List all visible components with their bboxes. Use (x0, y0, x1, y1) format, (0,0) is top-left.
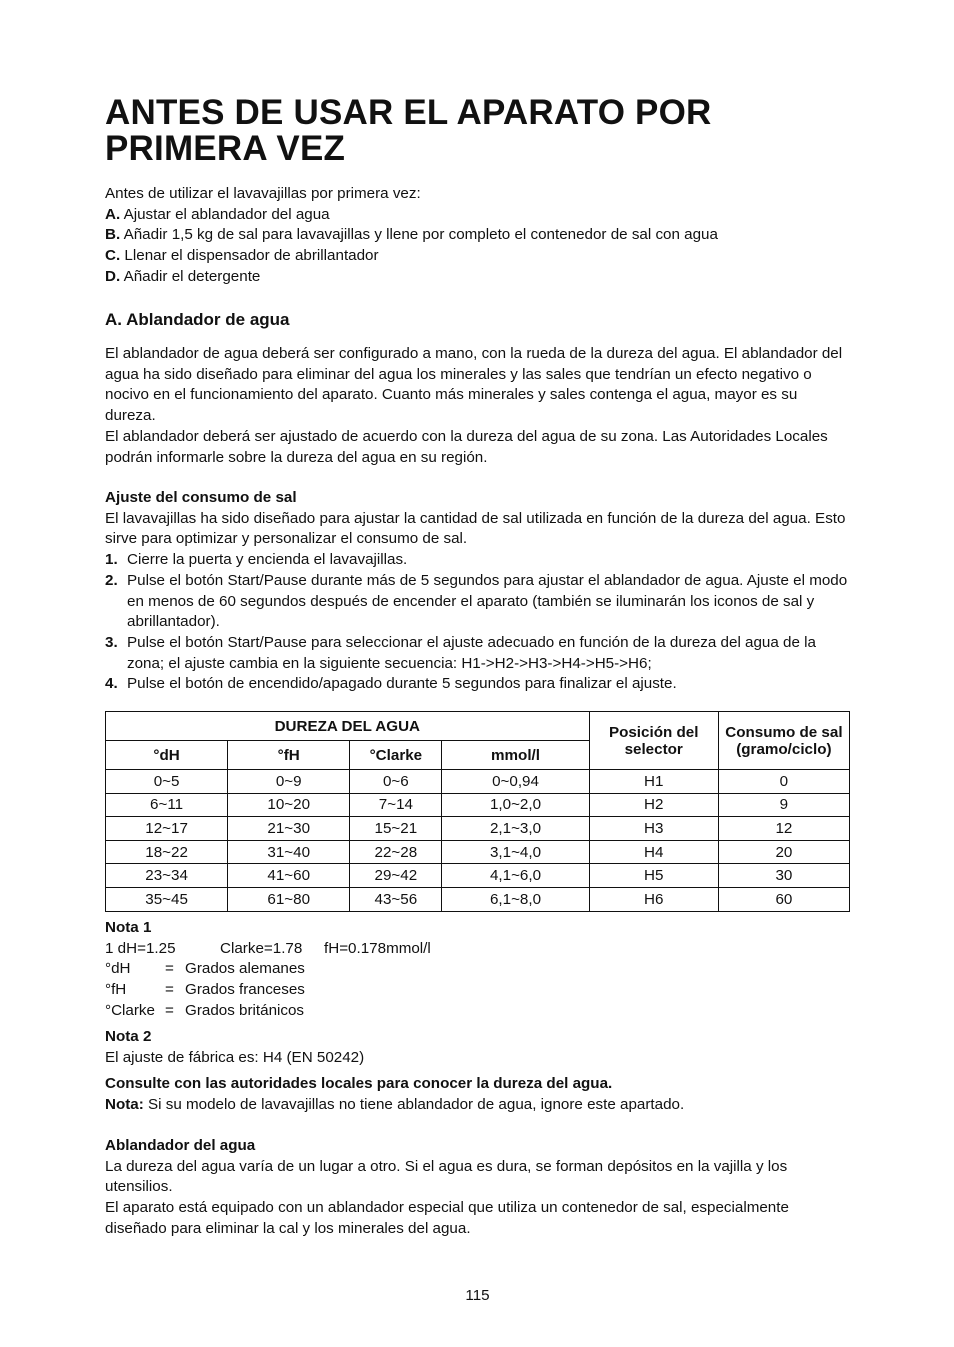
cell: 6,1~8,0 (442, 887, 589, 911)
cell: H1 (589, 770, 718, 794)
page-number: 115 (465, 1287, 490, 1304)
cell: 12 (718, 817, 849, 841)
table-row (106, 840, 850, 864)
list-item (105, 571, 850, 633)
sub-header: °Clarke (350, 741, 442, 770)
cell: 0 (718, 770, 849, 794)
cell: H3 (589, 817, 718, 841)
note-2-text: El ajuste de fábrica es: H4 (EN 50242) (105, 1048, 365, 1066)
sub-header: mmol/l (442, 741, 589, 770)
section-a-body (105, 344, 850, 468)
definition-row (105, 959, 850, 980)
note-2 (105, 1027, 850, 1068)
nota-text: Si su modelo de lavavajillas no tiene ablandador de agua, ignore este apartado. (143, 1095, 685, 1113)
selector-header: Posición del selector (589, 712, 718, 770)
nota-line (105, 1095, 850, 1116)
definition-key: °Clarke (105, 1001, 155, 1019)
cell: 2,1~3,0 (442, 817, 589, 841)
cell: 20 (718, 840, 849, 864)
intro-letter: A. (105, 205, 121, 223)
cell: 61~80 (228, 887, 350, 911)
softener-para1: La dureza del agua varía de un lugar a otro. Si el agua es dura, se forman depósitos en la vajilla y los utensilios. (105, 1157, 788, 1196)
intro-letter: B. (105, 226, 121, 244)
consult-text (105, 1074, 850, 1095)
intro-item-a (105, 205, 850, 226)
consult-bold: Consulte con las autoridades locales para conocer la dureza del agua. (105, 1075, 613, 1092)
step-number: 2. (105, 571, 118, 589)
cell: 21~30 (228, 817, 350, 841)
cell: H2 (589, 793, 718, 817)
cell: H5 (589, 864, 718, 888)
definition-key: °dH (105, 960, 131, 978)
cell: 12~17 (106, 817, 228, 841)
intro-lead: Antes de utilizar el lavavajillas por primera vez: (105, 185, 421, 202)
page-title: ANTES DE USAR EL APARATO POR PRIMERA VEZ (105, 93, 712, 168)
step-text: Pulse el botón Start/Pause para seleccionar el ajuste adecuado en función de la dureza del agua de la zona; el ajuste cambia en la siguiente secuencia: H1->H2->H3->H4->H5->H6; (127, 633, 816, 672)
list-item (105, 674, 850, 695)
note-1-heading (105, 918, 850, 939)
definition-row (105, 1001, 850, 1022)
table-row (106, 864, 850, 888)
definition-eq: = (165, 981, 174, 999)
softener-section (105, 1136, 850, 1240)
definition-value: Grados británicos (185, 1001, 305, 1019)
sub-header: °fH (228, 741, 350, 770)
cell: 0~5 (106, 770, 228, 794)
section-a-para1: El ablandador de agua deberá ser configurado a mano, con la rueda de la dureza del agua. El ablandador del agua ha sido diseñado para eliminar del agua los minerales y las sales que tendrían un efecto negativo o nocivo en el funcionamiento del aparato. Cuanto más minerales y sales contenga el agua, mayor es su dureza. (105, 345, 843, 425)
intro-text: Añadir el detergente (123, 267, 261, 285)
salt-heading (105, 488, 850, 509)
nota-label: Nota: (105, 1095, 144, 1113)
conversion-clarke: Clarke=1.78 (220, 939, 303, 957)
note-1 (105, 918, 850, 1022)
salt-steps (105, 550, 850, 695)
cell: 60 (718, 887, 849, 911)
definition-key: °fH (105, 981, 127, 999)
softener-para2: El aparato está equipado con un ablandador especial que utiliza un contenedor de sal, especialmente diseñado para eliminar la cal y los minerales del agua. (105, 1199, 789, 1237)
intro-item-c (105, 246, 850, 267)
salt-header: Consumo de sal (gramo/ciclo) (718, 712, 849, 770)
conversion-row (105, 939, 850, 960)
group-header: DUREZA DEL AGUA (106, 712, 590, 741)
step-text: Cierre la puerta y encienda el lavavajillas. (127, 551, 408, 569)
table-row (106, 887, 850, 911)
cell: H4 (589, 840, 718, 864)
intro-text: Ajustar el ablandador del agua (123, 205, 330, 223)
definition-value: Grados franceses (185, 981, 305, 999)
note-2-heading (105, 1027, 850, 1048)
salt-intro: El lavavajillas ha sido diseñado para ajustar la cantidad de sal utilizada en función de la dureza del agua. Esto sirve para optimizar y personalizar el consumo de sal. (105, 509, 846, 548)
intro-item-b (105, 225, 850, 246)
step-text: Pulse el botón Start/Pause durante más de 5 segundos para ajustar el ablandador de agua. Ajuste el modo en menos de 60 segundos después de encender el aparato (también se iluminarán los iconos de sal y abrillantador). (127, 571, 848, 631)
intro-text: Añadir 1,5 kg de sal para lavavajillas y llene por completo el contenedor de sal con agua (123, 226, 718, 244)
definition-eq: = (165, 1001, 174, 1019)
cell: 23~34 (106, 864, 228, 888)
table-row (106, 770, 850, 794)
salt-heading-text: Ajuste del consumo de sal (105, 489, 297, 506)
step-number: 1. (105, 551, 118, 569)
cell: 35~45 (106, 887, 228, 911)
cell: 3,1~4,0 (442, 840, 589, 864)
step-text: Pulse el botón de encendido/apagado durante 5 segundos para finalizar el ajuste. (127, 675, 677, 693)
cell: 30 (718, 864, 849, 888)
water-hardness-table (105, 711, 850, 912)
cell: 0~9 (228, 770, 350, 794)
intro-block (105, 184, 850, 288)
step-number: 3. (105, 633, 118, 651)
cell: H6 (589, 887, 718, 911)
consult-block (105, 1074, 850, 1115)
cell: 29~42 (350, 864, 442, 888)
cell: 15~21 (350, 817, 442, 841)
note-1-heading-text: Nota 1 (105, 919, 152, 936)
cell: 41~60 (228, 864, 350, 888)
cell: 10~20 (228, 793, 350, 817)
softener-heading (105, 1136, 850, 1157)
note-2-heading-text: Nota 2 (105, 1028, 152, 1045)
intro-item-d (105, 267, 850, 288)
salt-section (105, 488, 850, 695)
list-item (105, 633, 850, 674)
table-row (106, 793, 850, 817)
sub-header: °dH (106, 741, 228, 770)
table-row (106, 817, 850, 841)
cell: 7~14 (350, 793, 442, 817)
cell: 18~22 (106, 840, 228, 864)
cell: 0~6 (350, 770, 442, 794)
intro-letter: D. (105, 267, 121, 285)
list-item (105, 550, 850, 571)
cell: 9 (718, 793, 849, 817)
section-a-heading: A. Ablandador de agua (105, 310, 290, 329)
cell: 4,1~6,0 (442, 864, 589, 888)
section-a-para2: El ablandador deberá ser ajustado de acuerdo con la dureza del agua de su zona. Las Autoridades Locales podrán informarle sobre la dureza del agua en su región. (105, 427, 828, 466)
section-a-heading-wrap (105, 309, 850, 331)
intro-letter: C. (105, 247, 121, 265)
intro-text: Llenar el dispensador de abrillantador (124, 247, 379, 265)
softener-heading-text: Ablandador del agua (105, 1137, 256, 1154)
cell: 1,0~2,0 (442, 793, 589, 817)
conversion-dh: 1 dH=1.25 (105, 939, 176, 957)
definition-row (105, 980, 850, 1001)
cell: 22~28 (350, 840, 442, 864)
definition-value: Grados alemanes (185, 960, 305, 978)
cell: 43~56 (350, 887, 442, 911)
step-number: 4. (105, 675, 118, 693)
cell: 6~11 (106, 793, 228, 817)
cell: 0~0,94 (442, 770, 589, 794)
definition-eq: = (165, 960, 174, 978)
conversion-fh: fH=0.178mmol/l (324, 939, 431, 957)
cell: 31~40 (228, 840, 350, 864)
